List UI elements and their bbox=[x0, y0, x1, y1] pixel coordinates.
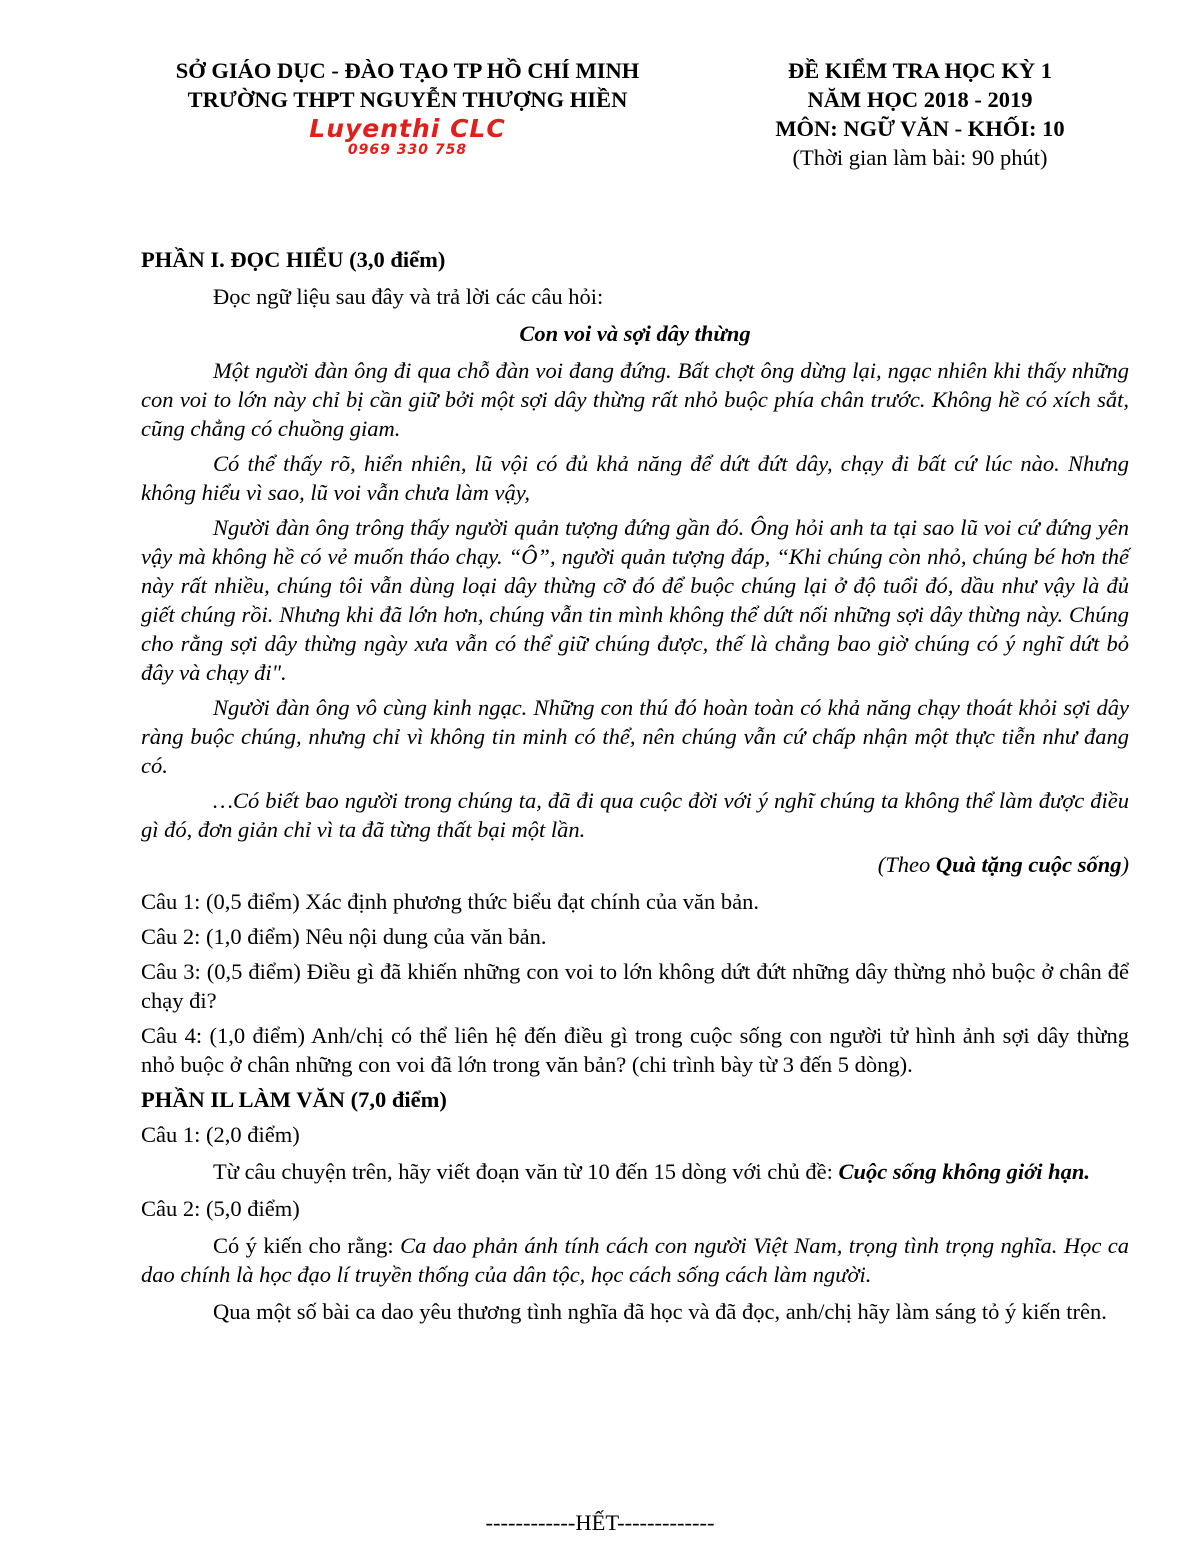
logo-phone: 0969 330 758 bbox=[347, 142, 468, 158]
watermark-logo bbox=[140, 116, 675, 158]
exam-header bbox=[720, 56, 1120, 172]
essay-2-quote: Ca dao phản ánh tính cách con người Việt Nam, trọng tình trọng nghĩa. Học ca dao chính là học đạo lí truyền thống của dân tộc, học cách sống cách làm người. bbox=[141, 1233, 1130, 1287]
end-mark: ------------HẾT------------- bbox=[485, 1510, 715, 1535]
question-1: Câu 1: (0,5 điểm) Xác định phương thức biểu đạt chính của văn bản. bbox=[141, 889, 760, 914]
story-source bbox=[141, 850, 1129, 879]
essay-2-label: Câu 2: (5,0 điểm) bbox=[141, 1196, 300, 1221]
story-paragraph-3: Người đàn ông trông thấy người quản tượng đứng gần đó. Ông hỏi anh ta tại sao lũ voi cứ đứng yên vậy mà không hề có vẻ muốn tháo chạy. “Ô”, người quản tượng đáp, “Khi chúng còn nhỏ, chúng bé hơn thế này rất nhiều, chúng tôi vẫn dùng loại dây thừng cỡ đó để buộc chúng lại ở độ tuổi đó, dầu như vậy là đủ giết chúng rồi. Nhưng khi đã lớn hơn, chúng vẫn tin mình không thể dứt nối những sợi dây thừng này. Chúng cho rằng sợi dây thừng ngày xưa vẫn có thể giữ chúng được, thế là chẳng bao giờ chúng có ý nghĩ dứt bỏ đây và chạy đi". bbox=[141, 515, 1129, 685]
part2-title: PHẦN IL LÀM VĂN (7,0 điểm) bbox=[141, 1087, 447, 1112]
school-name: TRƯỜNG THPT NGUYỄN THƯỢNG HIỀN bbox=[187, 87, 628, 112]
essay-2-task: Qua một số bài ca dao yêu thương tình nghĩa đã học và đã đọc, anh/chị hãy làm sáng tỏ ý kiến trên. bbox=[213, 1299, 1107, 1324]
source-prefix: (Theo bbox=[877, 852, 936, 877]
essay-1-topic: Cuộc sống không giới hạn. bbox=[838, 1159, 1091, 1184]
essay-2-prefix: Có ý kiến cho rằng: bbox=[213, 1233, 401, 1258]
time-limit: (Thời gian làm bài: 90 phút) bbox=[792, 145, 1048, 170]
story-paragraph-4: Người đàn ông vô cùng kinh ngạc. Những con thú đó hoàn toàn có khả năng chạy thoát khỏi sợi dây ràng buộc chúng, nhưng chỉ vì không tin minh có thể, nên chúng vẫn cứ chấp nhận một thực tiễn như đang có. bbox=[141, 695, 1129, 778]
school-header bbox=[140, 56, 675, 158]
department-name: SỞ GIÁO DỤC - ĐÀO TẠO TP HỒ CHÍ MINH bbox=[175, 58, 640, 83]
question-3: Câu 3: (0,5 điểm) Điều gì đã khiến những con voi to lớn không dứt đứt những dây thừng nhỏ buộc ở chân để chạy đi? bbox=[141, 959, 1129, 1013]
exam-title: ĐỀ KIỂM TRA HỌC KỲ 1 bbox=[788, 58, 1052, 83]
story-paragraph-5: …Có biết bao người trong chúng ta, đã đi qua cuộc đời với ý nghĩ chúng ta không thể làm được điều gì đó, đơn giản chỉ vì ta đã từng thất bại một lần. bbox=[141, 788, 1129, 842]
story-paragraph-1: Một người đàn ông đi qua chỗ đàn voi đang đứng. Bất chợt ông dừng lại, ngạc nhiên khi thấy những con voi to lớn này chỉ bị cần giữ bởi một sợi dây thừng rất nhỏ buộc phía chân trước. Không hề có xích sắt, cũng chẳng có chuồng giam. bbox=[141, 358, 1129, 441]
essay-1-label: Câu 1: (2,0 điểm) bbox=[141, 1122, 300, 1147]
essay-1-prompt bbox=[141, 1157, 1129, 1186]
source-title: Quà tặng cuộc sống bbox=[935, 852, 1122, 877]
source-suffix: ) bbox=[1121, 852, 1129, 877]
exam-content bbox=[141, 245, 1129, 1326]
logo-name: Luyenthi CLC bbox=[309, 114, 506, 143]
question-2: Câu 2: (1,0 điểm) Nêu nội dung của văn bản. bbox=[141, 924, 547, 949]
essay-2-opinion bbox=[141, 1231, 1129, 1289]
essay-1-text: Từ câu chuyện trên, hãy viết đoạn văn từ 10 đến 15 dòng với chủ đề: bbox=[213, 1159, 839, 1184]
subject-grade: MÔN: NGỮ VĂN - KHỐI: 10 bbox=[775, 116, 1065, 141]
part1-intro: Đọc ngữ liệu sau đây và trả lời các câu hỏi: bbox=[213, 284, 604, 309]
school-year: NĂM HỌC 2018 - 2019 bbox=[807, 87, 1033, 112]
story-title: Con voi và sợi dây thừng bbox=[519, 321, 751, 346]
question-4: Câu 4: (1,0 điểm) Anh/chị có thể liên hệ đến điều gì trong cuộc sống con người tử hình ảnh sợi dây thừng nhỏ buộc ở chân những con voi đã lớn trong văn bản? (chi trình bày từ 3 đến 5 dòng). bbox=[141, 1023, 1129, 1077]
part1-title: PHẦN I. ĐỌC HIỂU (3,0 điểm) bbox=[141, 247, 446, 272]
story-paragraph-2: Có thể thấy rõ, hiển nhiên, lũ vội có đủ khả năng để dứt đứt dây, chạy đi bất cứ lúc nào. Nhưng không hiểu vì sao, lũ voi vẫn chưa làm vậy, bbox=[141, 451, 1129, 505]
